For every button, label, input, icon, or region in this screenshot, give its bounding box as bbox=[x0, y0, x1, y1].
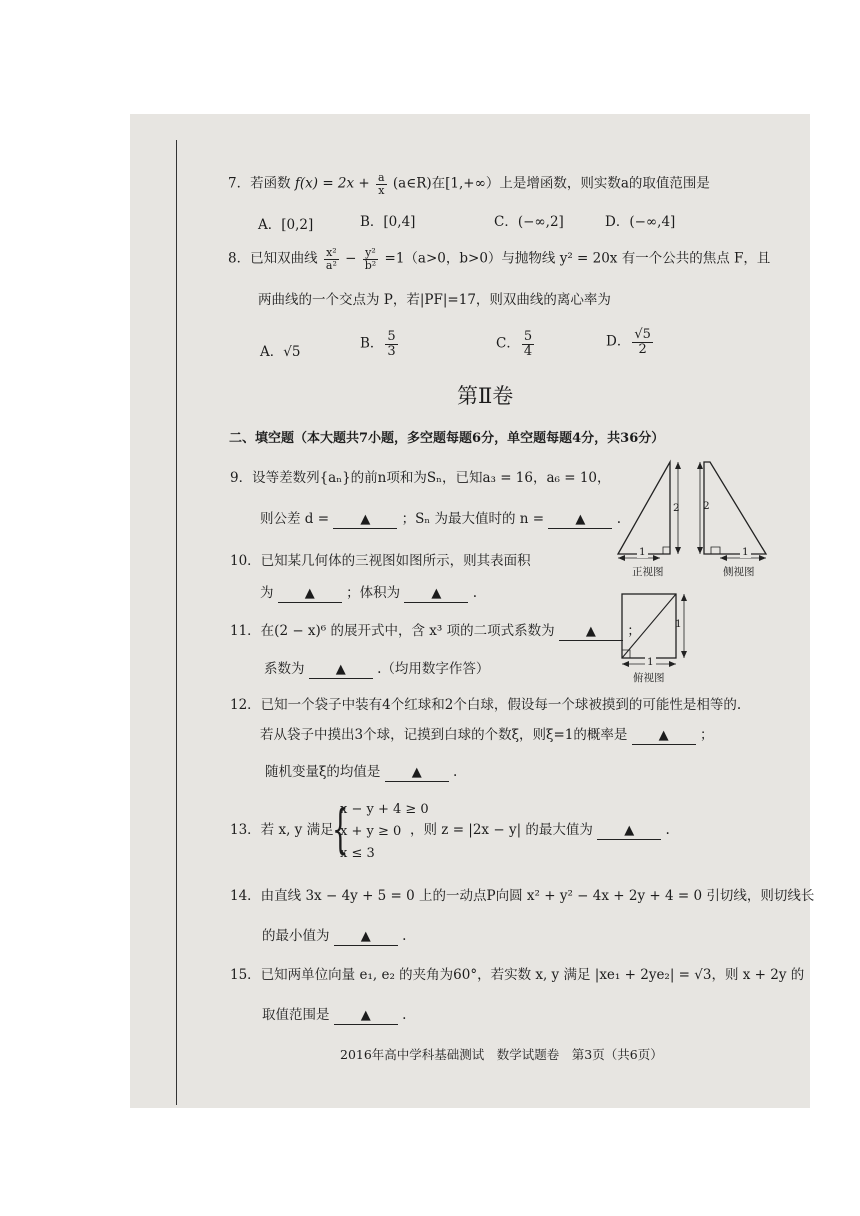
q11-blank-1: ▲ bbox=[559, 623, 623, 641]
q13-constraint-system bbox=[332, 800, 429, 864]
q10-line2: 为 ▲ ；体积为 ▲ . bbox=[260, 585, 477, 601]
q12-line2: 若从袋子中摸出3个球，记摸到白球的个数ξ，则ξ=1的概率是 ▲ ； bbox=[260, 727, 714, 743]
q13-constraint-2: x + y ≥ 0 bbox=[340, 824, 402, 839]
page-footer: 2016年高中学科基础测试 数学试题卷 第3页（共6页） bbox=[340, 1047, 663, 1062]
q12-blank-1: ▲ bbox=[632, 727, 696, 745]
side-view-caption: 侧视图 bbox=[723, 566, 755, 578]
q10-blank-1: ▲ bbox=[278, 585, 342, 603]
top-view-height-label: 1 bbox=[675, 618, 682, 630]
side-view-width-label: 1 bbox=[742, 546, 749, 558]
q13-suffix: ，则 z = |2x − y| 的最大值为 ▲ . bbox=[410, 822, 670, 838]
q9-line1: 9．设等差数列{aₙ}的前n项和为Sₙ，已知a₃ = 16，a₆ = 10， bbox=[230, 470, 611, 486]
top-view-width-label: 1 bbox=[647, 656, 654, 668]
q7-option-d: D．(−∞,4] bbox=[605, 214, 676, 230]
q14-blank: ▲ bbox=[334, 928, 398, 946]
q8-option-d: D． $\frac{√5}{2}$ bbox=[606, 327, 651, 357]
side-view-height-label: 2 bbox=[703, 500, 710, 512]
binding-margin-line bbox=[176, 140, 177, 1105]
q13-constraint-3: x ≤ 3 bbox=[340, 846, 375, 861]
q13-brace: { bbox=[332, 800, 349, 860]
q14-line2: 的最小值为 ▲ . bbox=[262, 928, 407, 944]
q8-stem: 8．已知双曲线 $\frac{\text{x²}}{\text{a²}}$ − $\frac{\text{y²}}{\text{b²}}$ =1（a>0，b>0）与抛物线 y² = 20x 有一个公共的焦点 F，且 bbox=[228, 246, 771, 272]
q9-blank-1: ▲ bbox=[333, 511, 397, 529]
front-view-figure bbox=[612, 458, 692, 563]
q15-line2: 取值范围是 ▲ . bbox=[262, 1007, 407, 1023]
q12-line1: 12．已知一个袋子中装有4个红球和2个白球，假设每一个球被摸到的可能性是相等的. bbox=[230, 697, 742, 713]
q15-blank: ▲ bbox=[334, 1007, 398, 1025]
front-view-caption: 正视图 bbox=[632, 566, 664, 578]
q11-blank-2: ▲ bbox=[309, 661, 373, 679]
q9-blank-2: ▲ bbox=[548, 511, 612, 529]
q11-line2: 系数为 ▲ .（均用数字作答） bbox=[264, 661, 490, 677]
q8-option-b: B． $\frac{5}{3}$ bbox=[360, 329, 396, 359]
q15-line1: 15．已知两单位向量 e₁, e₂ 的夹角为60°，若实数 x, y 满足 |xe₁ + 2ye₂| = √3，则 x + 2y 的 bbox=[230, 967, 805, 983]
q11-line1: 11．在(2 − x)⁶ 的展开式中，含 x³ 项的二项式系数为 ▲ ； bbox=[230, 623, 641, 639]
q10-blank-2: ▲ bbox=[404, 585, 468, 603]
q7-option-b: B．[0,4] bbox=[360, 214, 416, 230]
q9-line2: 则公差 d = ▲ ；Sₙ 为最大值时的 n = ▲ . bbox=[260, 511, 621, 527]
q13-constraint-1: x − y + 4 ≥ 0 bbox=[340, 802, 429, 817]
section-title: 第Ⅱ卷 bbox=[457, 384, 514, 408]
q8-option-a: A．√5 bbox=[260, 344, 301, 360]
q12-line3: 随机变量ξ的均值是 ▲ . bbox=[265, 764, 458, 780]
section-heading: 二、填空题（本大题共7小题，多空题每题6分，单空题每题4分，共36分） bbox=[229, 431, 665, 446]
q8-line2: 两曲线的一个交点为 P，若|PF|=17，则双曲线的离心率为 bbox=[258, 292, 611, 308]
q14-line1: 14．由直线 3x − 4y + 5 = 0 上的一动点P向圆 x² + y² − 4x + 2y + 4 = 0 引切线，则切线长 bbox=[230, 888, 815, 904]
front-view-width-label: 1 bbox=[639, 546, 646, 558]
q7-option-c: C．(−∞,2] bbox=[494, 214, 564, 230]
front-view-height-label: 2 bbox=[673, 502, 680, 514]
q8-option-c: C． $\frac{5}{4}$ bbox=[496, 329, 533, 359]
top-view-caption: 俯视图 bbox=[633, 672, 665, 684]
q7-option-a: A．[0,2] bbox=[258, 217, 314, 233]
q7-stem: 7．若函数 f(x) = 2x + $\frac{a}{x}$ (a∈R)在[1,+∞）上是增函数，则实数a的取值范围是 bbox=[228, 171, 710, 197]
q13-blank: ▲ bbox=[597, 822, 661, 840]
q12-blank-2: ▲ bbox=[385, 764, 449, 782]
q13-prefix: 13．若 x, y 满足 bbox=[230, 822, 334, 838]
q10-line1: 10．已知某几何体的三视图如图所示，则其表面积 bbox=[230, 553, 531, 569]
